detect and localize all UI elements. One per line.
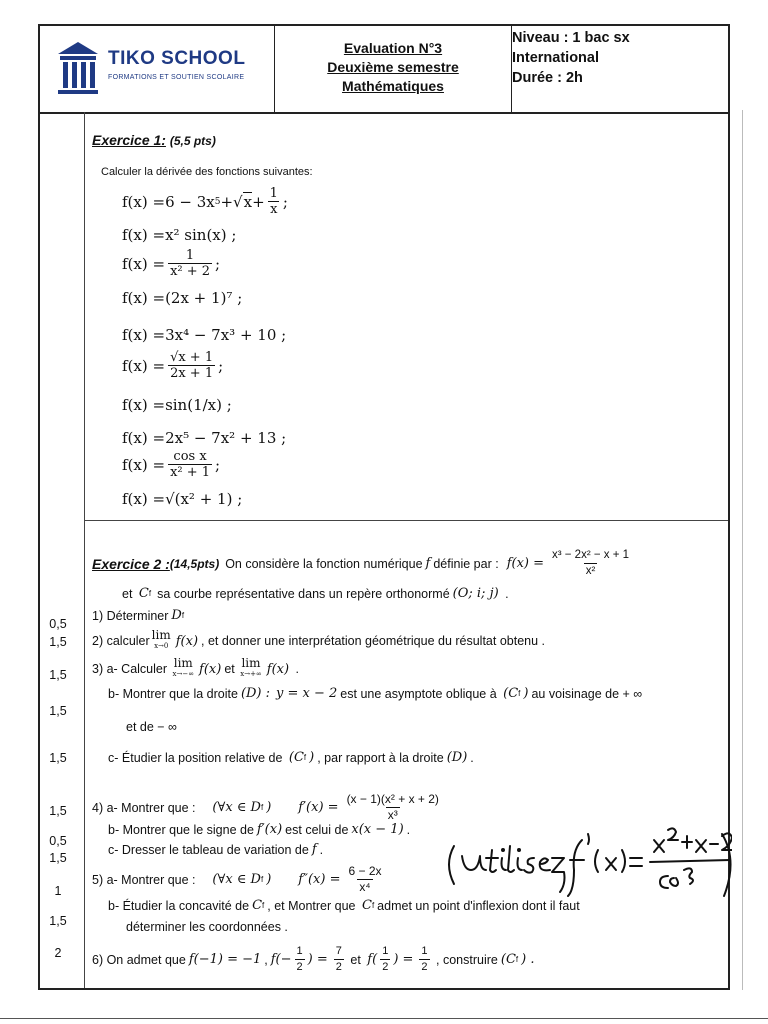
exam-title bbox=[274, 26, 512, 112]
curve-definition: et C f sa courbe représentative dans un repère orthonormé (O; i; j) . bbox=[122, 586, 509, 601]
score-q3c: 1,5 bbox=[49, 751, 67, 765]
exam-sheet bbox=[38, 24, 730, 990]
question-4a: 4) a- Montrer que : (∀x ∈ D f ) f′(x) = $\frac{\text{(x − 1)(x² + x + 2)}}{\text{x³}}$ bbox=[92, 792, 439, 822]
exam-info bbox=[512, 28, 630, 88]
score-q4c: 1,5 bbox=[49, 851, 67, 865]
score-q4a: 1,5 bbox=[49, 804, 67, 818]
score-q1: 0,5 bbox=[49, 617, 67, 631]
question-5a: 5) a- Montrer que : (∀x ∈ D f ) f″(x) = $\frac{6 - 2x}{\text{x⁴}}$ bbox=[92, 864, 382, 894]
score-q2: 1,5 bbox=[49, 635, 67, 649]
score-q5b: 1,5 bbox=[49, 914, 67, 928]
question-5b: b- Étudier la concavité de C f , et Montrer que C f admet un point d'inflexion dont il faut bbox=[108, 898, 580, 913]
question-3a: 3) a- Calculer lim x→−∞ f(x) et lim x→+∞ f(x) . bbox=[92, 656, 300, 678]
question-5b-continued: déterminer les coordonnées . bbox=[126, 920, 288, 934]
question-3c: c- Étudier la position relative de (C f ) , par rapport à la droite (D) . bbox=[108, 750, 474, 765]
function-1: f(x) = 6 − 3x 5 + √ x + $\frac{1}{x}$ ; bbox=[122, 186, 288, 217]
track: International bbox=[512, 50, 600, 66]
header bbox=[40, 26, 728, 114]
function-6: f(x) = $\frac{√x + 1}{2x + 1}$ ; bbox=[122, 350, 224, 381]
score-q4b: 0,5 bbox=[49, 834, 67, 848]
score-q3a: 1,5 bbox=[49, 668, 67, 682]
question-1: 1) Déterminer D f bbox=[92, 608, 185, 623]
handwritten-hint bbox=[442, 820, 732, 908]
score-q6: 2 bbox=[54, 946, 62, 960]
function-10: f(x) = √(x² + 1) ; bbox=[122, 490, 243, 508]
title-line-1: Evaluation N°3 bbox=[343, 40, 443, 56]
exercise-1-title: Exercice 1: (5,5 pts) bbox=[92, 132, 216, 148]
title-line-2: Deuxième semestre bbox=[327, 59, 459, 75]
duration: Durée : 2h bbox=[512, 70, 583, 86]
score-q3b: 1,5 bbox=[49, 704, 67, 718]
logo-subtitle: FORMATIONS ET SOUTIEN SCOLAIRE bbox=[108, 74, 245, 81]
page-bottom-line bbox=[0, 1018, 768, 1019]
exercise-2-heading: Exercice 2 : (14,5pts) On considère la fonction numérique f définie par : f(x) = $\frac{\text{x³ − 2x² − x + 1}}{\text{x²}}$ bbox=[92, 549, 630, 577]
question-2: 2) calculer lim x→0 f(x) , et donner une interprétation géométrique du résultat obtenu . bbox=[92, 628, 546, 650]
function-5: f(x) = 3x⁴ − 7x³ + 10 ; bbox=[122, 326, 287, 344]
function-9: f(x) = $\frac{\text{cos x}}{\text{x² + 1}}$ ; bbox=[122, 449, 221, 480]
school-logo bbox=[52, 36, 266, 100]
function-4: f(x) = (2x + 1)⁷ ; bbox=[122, 289, 243, 307]
question-4c: c- Dresser le tableau de variation de f . bbox=[108, 842, 324, 857]
exercise-1-instruction: Calculer la dérivée des fonctions suivantes: bbox=[101, 166, 313, 178]
function-3: f(x) = $\frac{1}{\text{x² + 2}}$ ; bbox=[122, 248, 221, 279]
school-building-icon bbox=[54, 38, 102, 96]
score-q5a: 1 bbox=[54, 884, 62, 898]
function-2: f(x) = x² sin(x) ; bbox=[122, 226, 237, 244]
page-edge-line bbox=[742, 110, 743, 990]
level: Niveau : 1 bac sx bbox=[512, 30, 630, 46]
question-3b-continued: et de − ∞ bbox=[126, 720, 177, 734]
exercise-2-title: Exercice 2 : bbox=[92, 555, 170, 572]
score-margin-line bbox=[84, 112, 85, 988]
exercise-2-points: (14,5pts) bbox=[169, 556, 220, 571]
question-6: 6) On admet que f(−1) = −1 , f(− $\frac{1}{2}$ ) = $\frac{7}{2}$ et f( $\frac{1}{2}$ ) = $\frac{1}{2}$ , construire (C f ) . bbox=[92, 945, 535, 973]
logo-name: TIKO SCHOOL bbox=[108, 48, 246, 69]
question-4b: b- Montrer que le signe de f′(x) est celui de x(x − 1) . bbox=[108, 822, 411, 837]
function-8: f(x) = 2x⁵ − 7x² + 13 ; bbox=[122, 429, 287, 447]
function-7: f(x) = sin(1/x) ; bbox=[122, 396, 232, 414]
title-line-3: Mathématiques bbox=[342, 78, 444, 94]
exercise-separator bbox=[85, 520, 728, 521]
question-3b: b- Montrer que la droite (D) : y = x − 2 est une asymptote oblique à (C f ) au voisinage de + ∞ bbox=[108, 686, 643, 701]
